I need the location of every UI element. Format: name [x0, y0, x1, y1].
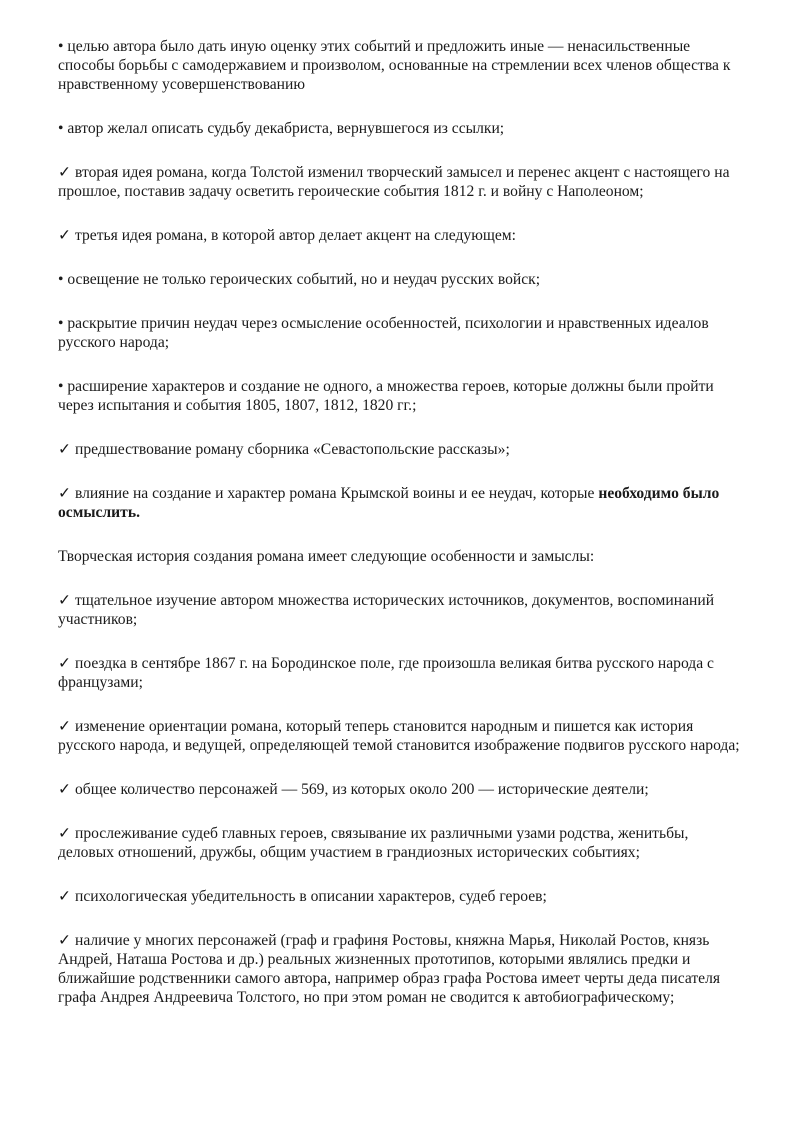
check-marker: ✓: [58, 888, 72, 905]
paragraph-text: вторая идея романа, когда Толстой изменил творческий замысел и перенес акцент с настоящего на прошлое, поставив задачу осветить героические события 1812 г. и войну с Наполеоном;: [58, 164, 730, 200]
paragraph-4: [58, 226, 748, 245]
check-marker: ✓: [58, 718, 72, 735]
paragraph-14: [58, 780, 748, 799]
paragraph-bold-text: необходимо было осмыслить.: [58, 485, 720, 521]
check-marker: ✓: [58, 825, 72, 842]
paragraph-text: освещение не только героических событий, но и неудач русских войск;: [67, 271, 541, 288]
bullet-marker: •: [58, 315, 64, 332]
paragraph-11: [58, 591, 748, 629]
bullet-marker: •: [58, 120, 64, 137]
paragraph-8: [58, 440, 748, 459]
paragraph-1: [58, 37, 748, 94]
paragraph-text: поездка в сентябре 1867 г. на Бородинское поле, где произошла великая битва русского народа с французами;: [58, 655, 714, 691]
paragraph-text: раскрытие причин неудач через осмысление особенностей, психологии и нравственных идеалов русского народа;: [58, 315, 709, 351]
check-marker: ✓: [58, 655, 72, 672]
paragraph-text: наличие у многих персонажей (граф и графиня Ростовы, княжна Марья, Николай Ростов, князь Андрей, Наташа Ростова и др.) реальных жизненных прототипов, которыми являлись предки и ближайшие родственники самого автора, например образ графа Ростова имеет черты деда писателя графа Андрея Андреевича Толстого, но при этом роман не сводится к автобиографическому;: [58, 932, 721, 1006]
check-marker: ✓: [58, 485, 72, 502]
paragraph-6: [58, 314, 748, 352]
check-marker: ✓: [58, 781, 72, 798]
paragraph-text: влияние на создание и характер романа Крымской воины и ее неудач, которые: [74, 485, 599, 502]
check-marker: ✓: [58, 592, 72, 609]
bullet-marker: •: [58, 38, 64, 55]
check-marker: ✓: [58, 441, 72, 458]
paragraph-text: прослеживание судеб главных героев, связывание их различными узами родства, женитьбы, деловых отношений, дружбы, общим участием в грандиозных исторических событиях;: [58, 825, 689, 861]
check-marker: ✓: [58, 164, 72, 181]
paragraph-3: [58, 163, 748, 201]
paragraph-text: расширение характеров и создание не одного, а множества героев, которые должны были пройти через испытания и события 1805, 1807, 1812, 1820 гг.;: [58, 378, 714, 414]
paragraph-16: [58, 887, 748, 906]
paragraph-2: [58, 119, 748, 138]
check-marker: ✓: [58, 227, 72, 244]
paragraph-10: [58, 547, 748, 566]
bullet-marker: •: [58, 378, 64, 395]
paragraph-text: автор желал описать судьбу декабриста, вернувшегося из ссылки;: [67, 120, 505, 137]
paragraph-text: психологическая убедительность в описании характеров, судеб героев;: [74, 888, 547, 905]
check-marker: ✓: [58, 932, 72, 949]
paragraph-text: целью автора было дать иную оценку этих событий и предложить иные — ненасильственные способы борьбы с самодержавием и произволом, основанные на стремлении всех членов общества к нравственному усовершенствованию: [58, 38, 731, 93]
paragraph-text: третья идея романа, в которой автор делает акцент на следующем:: [74, 227, 517, 244]
bullet-marker: •: [58, 271, 64, 288]
paragraph-text: Творческая история создания романа имеет следующие особенности и замыслы:: [58, 548, 595, 565]
paragraph-12: [58, 654, 748, 692]
paragraph-text: тщательное изучение автором множества исторических источников, документов, воспоминаний участников;: [58, 592, 715, 628]
document-page: [58, 37, 748, 1032]
paragraph-17: [58, 931, 748, 1007]
paragraph-text: предшествование роману сборника «Севастопольские рассказы»;: [74, 441, 510, 458]
paragraph-text: общее количество персонажей — 569, из которых около 200 — исторические деятели;: [74, 781, 649, 798]
paragraph-text: изменение ориентации романа, который теперь становится народным и пишется как история русского народа, и ведущей, определяющей темой становится изображение подвигов русского народа;: [58, 718, 740, 754]
paragraph-5: [58, 270, 748, 289]
paragraph-7: [58, 377, 748, 415]
paragraph-9: [58, 484, 748, 522]
paragraph-13: [58, 717, 748, 755]
paragraph-15: [58, 824, 748, 862]
